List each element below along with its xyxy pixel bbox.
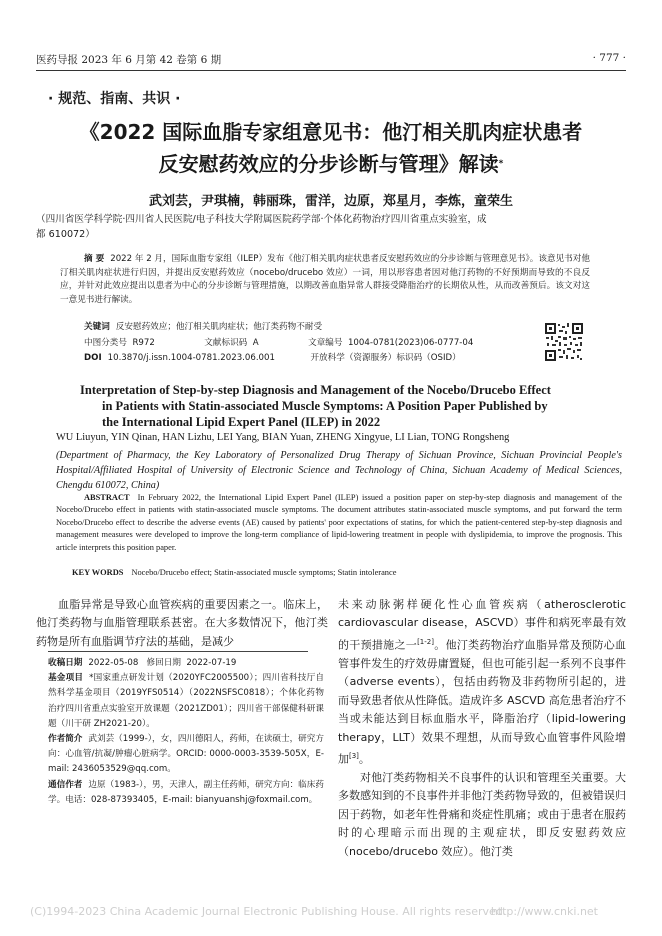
column-tag: · 规范、指南、共识 · (48, 91, 181, 107)
authors-cn: 武刘芸，尹琪楠，韩丽珠，雷洋，边原，郑星月，李炼，童荣生 (148, 194, 513, 209)
title-footnote-mark: * (498, 159, 504, 169)
title-cn (30, 116, 632, 180)
footnote-dates: 收稿日期 2022-05-08 修回日期 2022-07-19 (48, 658, 237, 668)
affiliation-en: (Department of Pharmacy, the Key Laboratory of Personalized Drug Therapy of Sichuan Province, Sichuan Provincial People's Hospital/Affiliated Hospital of University of Electronic Science and Technology of China, Sichuan Academy of Medical Sciences, Chengdu 610072, China) (56, 450, 622, 491)
doi-value: 10.3870/j.issn.1004-0781.2023.06.001 (107, 353, 275, 363)
title-cn-line1: 《2022 国际血脂专家组意见书：他汀相关肌肉症状患者 (79, 120, 583, 144)
footnote-author: 作者简介 武刘芸（1999-），女，四川德阳人，药师，在读硕士，研究方向：心血管/抗凝/肿瘤心脏病学。ORCID: 0000-0003-3539-505X，E-mail: 2436053529@qq.com。 (48, 734, 324, 775)
footnote-rule (48, 651, 308, 652)
footnotes (48, 656, 324, 808)
keywords-en: KEY WORDS Nocebo/Drucebo effect; Statin-associated muscle symptoms; Statin intolerance (72, 568, 397, 577)
meta-row-2: DOI 10.3870/j.issn.1004-0781.2023.06.001 开放科学（资源服务）标识码（OSID） (84, 353, 461, 363)
authors-en: WU Liuyun, YIN Qinan, HAN Lizhu, LEI Yang, BIAN Yuan, ZHENG Xingyue, LI Lian, TONG Rongsheng (56, 432, 510, 443)
copyright-watermark: (C)1994-2023 China Academic Journal Electronic Publishing House. All rights reserved. http://www.cnki.net (30, 905, 598, 918)
keywords-cn: 关键词 反安慰药效应；他汀相关肌肉症状；他汀类药物不耐受 (84, 322, 323, 332)
body-paragraph: 未来动脉粥样硬化性心血管疾病（atherosclerotic cardiovascular disease，ASCVD）事件和病死率最有效的干预措施之一[1-2]。他汀类药物治疗血脂异常及预防心血管事件发生的疗效毋庸置疑，但也可能引起一系列不良事件（adverse events），包括由药物及非药物所引起的，进而导致患者依从性降低。造成许多 ASCVD 高危患者治疗不当或未能达到目标血脂水平，降脂治疗（lipid-lowering therapy，LLT）效果不理想，从而导致心血管事件风险增加[3]。 (338, 598, 627, 766)
footnote-correspondence: 通信作者 边原（1983-），男，天津人，副主任药师，研究方向：临床药学。电话：028-87393405，E-mail: bianyuanshj@foxmail.com。 (48, 779, 324, 805)
page-number: · 777 · (592, 52, 626, 64)
header-rule (36, 70, 626, 71)
running-head: 医药导报 2023 年 6 月第 42 卷第 6 期 (36, 54, 222, 66)
title-cn-line2: 反安慰药效应的分步诊断与管理》解读* (158, 152, 504, 176)
body-right-column (338, 596, 626, 861)
meta-row-1: 中图分类号 R972 文献标识码 A 文章编号 1004-0781(2023)06-0777-04 (84, 338, 474, 348)
abstract-cn (60, 253, 590, 307)
osid-label: 开放科学（资源服务）标识码（OSID） (310, 353, 461, 363)
citation: [3] (349, 751, 359, 760)
abstract-en (56, 492, 622, 554)
abstract-en-label: ABSTRACT (84, 493, 130, 502)
body-paragraph: 血脂异常是导致心血管疾病的重要因素之一。临床上，他汀类药物与血脂管理联系甚密。在大多数情况下，他汀类药物是所有血脂调节疗法的基础，是减少 (36, 598, 328, 648)
title-en: Interpretation of Step-by-step Diagnosis and Management of the Nocebo/Drucebo Effect in Patients with Statin-associated Muscle Symptoms: A Position Paper Published by the International Lipid Expert Panel (ILEP) in 2022 (80, 383, 551, 429)
abstract-cn-label: 摘 要 (84, 254, 105, 264)
osid-qr-code (544, 322, 584, 362)
abstract-en-text: In February 2022, the International Lipid Expert Panel (ILEP) issued a position paper on step-by-step diagnosis and management of the Nocebo/Drucebo effect in patients with statin-associated muscle symptoms. The document attributes statin-associated muscle symptoms, and put forward the term Nocebo/Drucebo effect to describe the adverse events (AE) caused by patients' poor expectations of statins, for which the patient-centered step-by-step diagnosis and management measures were developed to improve the long-term compliance of lipid-lowering treatment in people with dyslipidemia, to improve the prognosis. This article interprets this position paper. (56, 493, 622, 552)
citation: [1-2] (417, 637, 434, 646)
affiliation-cn: （四川省医学科学院·四川省人民医院/电子科技大学附属医院药学部·个体化药物治疗四川省重点实验室，成 都 610072） (36, 214, 487, 240)
body-left-column (36, 596, 328, 651)
body-paragraph: 对他汀类药物相关不良事件的认识和管理至关重要。大多数感知到的不良事件并非他汀类药物导致的，但被错误归因于药物，如老年性骨痛和炎症性肌痛；或由于患者在服药时的心理暗示而出现的主观症状，即反安慰药效应（nocebo/drucebo 效应）。他汀类 (338, 770, 626, 858)
footnote-fund: 基金项目 *国家重点研发计划（2020YFC2005500）；四川省科技厅自然科学基金项目（2019YFS0514）（2022NSFSC0818）；个体化药物治疗四川省重点实验室开放课题（2021ZD01）；四川省干部保健科研课题（川干研 ZH2021-20）。 (48, 673, 324, 729)
abstract-cn-text: 2022 年 2 月，国际血脂专家组（ILEP）发布《他汀相关肌肉症状患者反安慰药效应的分步诊断与管理意见书》。该意见书对他汀相关肌肉症状进行归因，并提出反安慰药效应（nocebo/drucebo 效应）一词，用以形容患者因对他汀药物的不好预期而导致的不良反应，并针对此效应提出以患者为中心的分步诊断与管理措施，以期改善血脂异常人群接受降脂治疗的长期依从性，从而改善预后。该文对这一意见书进行解读。 (60, 254, 590, 305)
